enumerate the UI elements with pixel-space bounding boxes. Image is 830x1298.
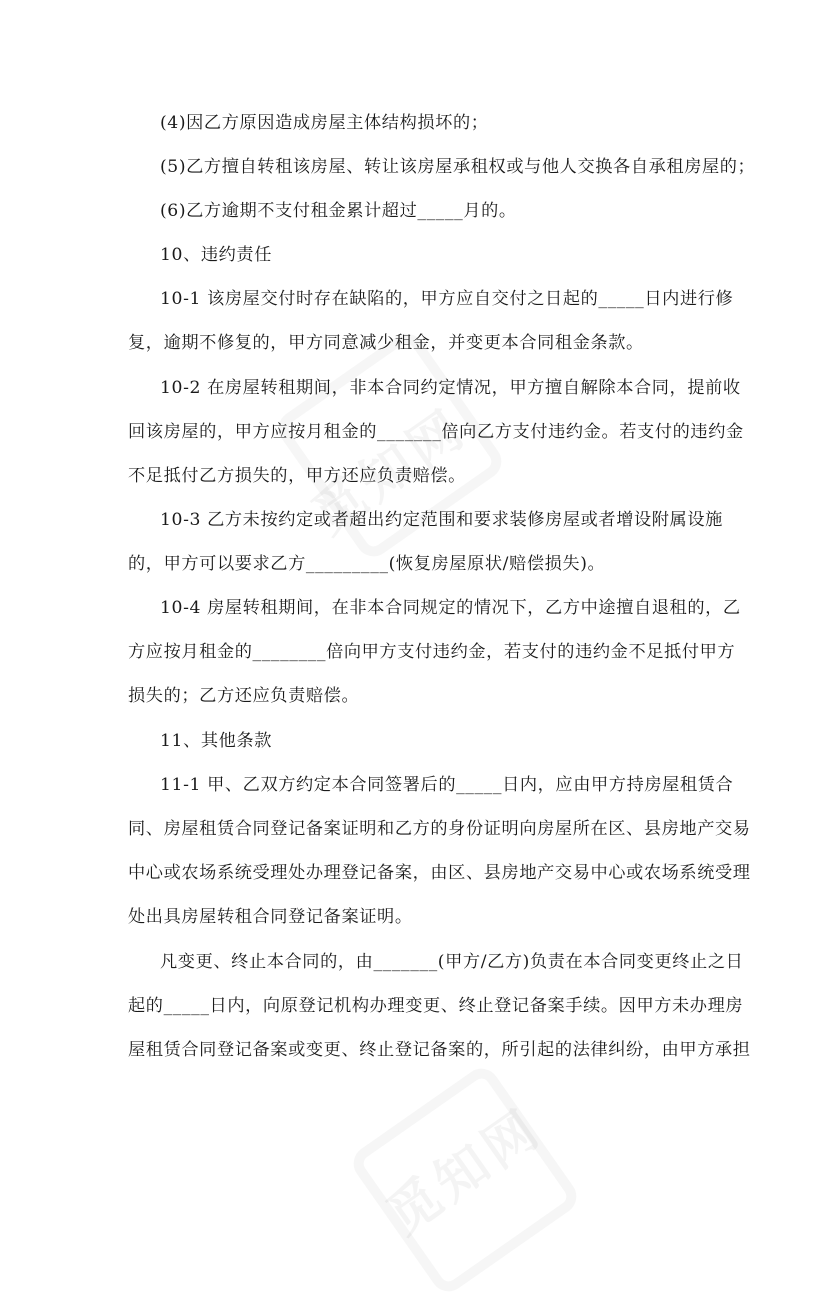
clause-line: (6)乙方逾期不支付租金累计超过_____月的。 bbox=[160, 201, 517, 221]
paragraph-line: 凡变更、终止本合同的，由_______(甲方/乙方)负责在本合同变更终止之日 bbox=[160, 952, 744, 972]
paragraph-line: 中心或农场系统受理处办理登记备案，由区、县房地产交易中心或农场系统受理 bbox=[128, 863, 751, 883]
paragraph-line: 10-4 房屋转租期间，在非本合同规定的情况下，乙方中途擅自退租的，乙 bbox=[160, 598, 741, 618]
section-heading: 10、违约责任 bbox=[160, 245, 273, 265]
paragraph-line: 10-2 在房屋转租期间，非本合同约定情况，甲方擅自解除本合同，提前收 bbox=[160, 378, 741, 398]
paragraph-line: 10-1 该房屋交付时存在缺陷的，甲方应自交付之日起的_____日内进行修 bbox=[160, 289, 734, 309]
clause-line: (4)因乙方原因造成房屋主体结构损坏的； bbox=[160, 113, 489, 133]
clause-line: (5)乙方擅自转租该房屋、转让该房屋承租权或与他人交换各自承租房屋的； bbox=[160, 157, 756, 177]
paragraph-line: 起的_____日内，向原登记机构办理变更、终止登记备案手续。因甲方未办理房 bbox=[128, 996, 744, 1016]
paragraph-line: 11-1 甲、乙双方约定本合同签署后的_____日内，应由甲方持房屋租赁合 bbox=[160, 775, 734, 795]
paragraph-line: 屋租赁合同登记备案或变更、终止登记备案的，所引起的法律纠纷，由甲方承担 bbox=[128, 1040, 751, 1060]
watermark-text bbox=[369, 1087, 555, 1248]
paragraph-line: 同、房屋租赁合同登记备案证明和乙方的身份证明向房屋所在区、县房地产交易 bbox=[128, 819, 751, 839]
watermark-logo bbox=[347, 1062, 584, 1298]
paragraph-line: 复，逾期不修复的，甲方同意减少租金，并变更本合同租金条款。 bbox=[128, 333, 644, 353]
section-heading: 11、其他条款 bbox=[160, 731, 273, 751]
paragraph-line: 回该房屋的，甲方应按月租金的_______倍向乙方支付违约金。若支付的违约金 bbox=[128, 422, 744, 442]
paragraph-line: 不足抵付乙方损失的，甲方还应负责赔偿。 bbox=[128, 466, 466, 486]
paragraph-line: 损失的；乙方还应负责赔偿。 bbox=[128, 686, 360, 706]
paragraph-line: 的，甲方可以要求乙方_________(恢复房屋原状/赔偿损失)。 bbox=[128, 554, 606, 574]
paragraph-line: 方应按月租金的________倍向甲方支付违约金，若支付的违约金不足抵付甲方 bbox=[128, 642, 736, 662]
paragraph-line: 处出具房屋转租合同登记备案证明。 bbox=[128, 907, 413, 927]
paragraph-line: 10-3 乙方未按约定或者超出约定范围和要求装修房屋或者增设附属设施 bbox=[160, 510, 723, 530]
